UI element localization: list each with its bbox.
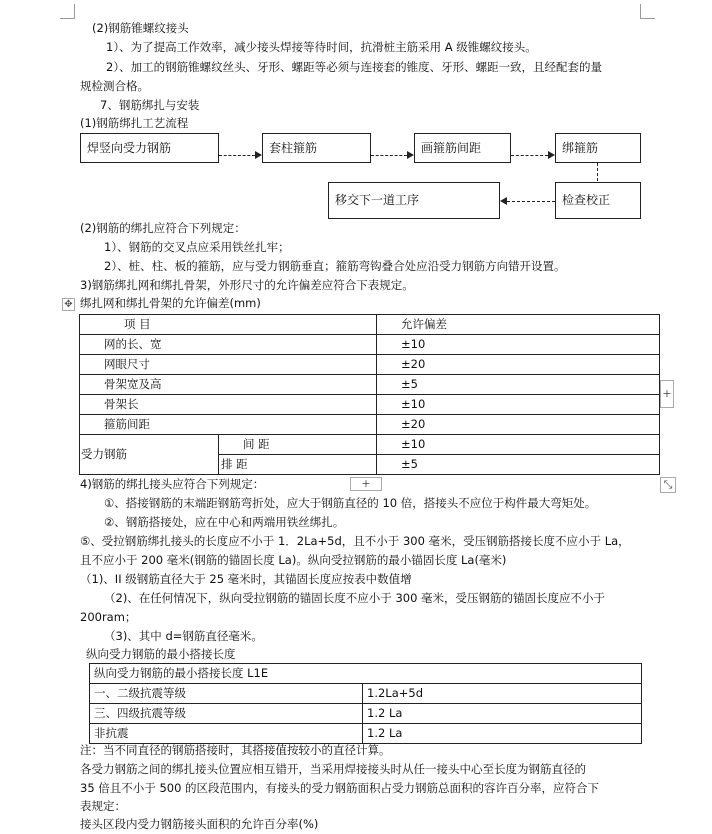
table-row: [80, 335, 660, 355]
table-cell: ±10: [377, 395, 660, 415]
flow-arrowhead: [255, 151, 262, 159]
flow-arrow: [219, 155, 255, 156]
table-row: [80, 375, 660, 395]
table-header-cell: 允许偏差: [377, 315, 660, 335]
flow-box-tie-stirrups: 绑箍筋: [555, 133, 641, 163]
flow-connector: [597, 163, 598, 181]
flow-arrow: [511, 155, 548, 156]
table-cell: 受力钢筋: [80, 435, 219, 475]
table-cell: 网的长、宽: [80, 335, 377, 355]
flow-box-stirrups-on: 套柱箍筋: [262, 133, 371, 163]
flow-arrow: [507, 201, 555, 202]
table-cell: 1.2La+5d: [363, 684, 642, 704]
table-row: [90, 684, 642, 704]
flow-arrowhead: [548, 151, 555, 159]
table-row: [80, 435, 660, 455]
table-row: [90, 704, 642, 724]
table-cell: 箍筋间距: [80, 415, 377, 435]
paragraph: 1）、为了提高工作效率，减少接头焊接等待时间，抗滑桩主筋采用 A 级锥螺纹接头。: [106, 40, 537, 54]
table-row: [90, 724, 642, 744]
table-cell: 非抗震: [90, 724, 363, 744]
min-lap-length-table: [89, 663, 642, 744]
flow-box-hand-over-next-process: 移交下一道工序: [328, 182, 500, 219]
paragraph: 2）、桩、柱、板的箍筋，应与受力钢筋垂直；箍筋弯钩叠合处应沿受力钢筋方向错开设置。: [104, 259, 566, 273]
paragraph: 1）、钢筋的交叉点应采用铁丝扎牢；: [104, 240, 290, 254]
table-cell: ±10: [377, 335, 660, 355]
table-cell: ±20: [377, 355, 660, 375]
table-cell: ±10: [377, 435, 660, 455]
table-cell: ±5: [377, 455, 660, 475]
paragraph: 接头区段内受力钢筋接头面积的允许百分率(%): [80, 817, 319, 831]
paragraph: 表规定：: [80, 799, 126, 813]
subheading-binding-rules: (2)钢筋的绑扎应符合下列规定：: [80, 221, 246, 235]
tolerance-table: [79, 314, 660, 475]
paragraph: 35 倍且不小于 500 的区段范围内，有接头的受力钢筋面积占受力钢筋总面积的容许百分率，应符合下: [80, 781, 600, 795]
table-header-cell: 纵向受力钢筋的最小搭接长度 L1E: [90, 664, 642, 684]
paragraph: ②、钢筋搭接处，应在中心和两端用铁丝绑扎。: [104, 515, 345, 529]
table-row: [80, 395, 660, 415]
paragraph: 2）、加工的钢筋锥螺纹丝头、牙形、螺距等必须与连接套的锥度、牙形、螺距一致，且经配套的量: [106, 60, 603, 74]
subheading-lap-joint-rules: 4)钢筋的绑扎接头应符合下列规定：: [80, 477, 265, 491]
flow-box-mark-stirrup-spacing: 画箍筋间距: [414, 133, 511, 163]
table-cell: 三、四级抗震等级: [90, 704, 363, 724]
table-caption: 绑扎网和绑扎骨架的允许偏差(mm): [80, 296, 261, 310]
margin-corner-top-left: [60, 4, 75, 19]
heading-binding-install: 7、钢筋绑扎与安装: [100, 98, 200, 112]
paragraph: （1)、II 级钢筋直径大于 25 毫米时，其锚固长度应按表中数值增: [80, 572, 412, 586]
flow-arrowhead: [500, 197, 507, 205]
table-cell: ±20: [377, 415, 660, 435]
paragraph: 规检测合格。: [80, 79, 149, 93]
table-cell: 骨架宽及高: [80, 375, 377, 395]
table-cell: 1.2 La: [363, 724, 642, 744]
table-cell: 排 距: [219, 455, 377, 475]
flow-arrowhead: [407, 151, 414, 159]
paragraph: （2)、在任何情况下，纵向受拉钢筋的锚固长度不应小于 300 毫米，受压钢筋的锚固长度应不小于: [104, 591, 606, 605]
table-caption: 纵向受力钢筋的最小搭接长度: [86, 647, 236, 661]
table-cell: ±5: [377, 375, 660, 395]
table-cell: 1.2 La: [363, 704, 642, 724]
paragraph: 各受力钢筋之间的绑扎接头位置应相互错开，当采用焊接接头时从任一接头中心至长度为钢筋直径的: [80, 762, 586, 776]
paragraph: ⑤、受拉钢筋绑扎接头的长度应不小于 1．2La+5d，且不小于 300 毫米，受压钢筋搭接长度不应小于 La，: [80, 534, 630, 548]
table-cell: 一、二级抗震等级: [90, 684, 363, 704]
table-header-cell: 项 目: [80, 315, 377, 335]
table-header-row: [90, 664, 642, 684]
paragraph: 200ram；: [80, 610, 137, 624]
paragraph: 3)钢筋绑扎网和绑扎骨架，外形尺寸的允许偏差应符合下表规定。: [80, 278, 414, 292]
flow-box-inspect-correct: 检查校正: [555, 182, 641, 219]
flow-arrow: [371, 155, 407, 156]
table-cell: 间 距: [219, 435, 377, 455]
table-row: [80, 355, 660, 375]
table-cell: 网眼尺寸: [80, 355, 377, 375]
table-resize-icon[interactable]: ⤡: [660, 477, 676, 493]
table-cell: 骨架长: [80, 395, 377, 415]
paragraph: 且不应小于 200 毫米(钢筋的锚固长度 La)。纵向受拉钢筋的最小锚固长度 La(毫米): [80, 553, 507, 567]
margin-corner-top-right: [640, 4, 655, 19]
note: 注：当不同直径的钢筋搭接时，其搭接值按较小的直径计算。: [80, 743, 391, 757]
add-row-icon[interactable]: +: [350, 477, 382, 491]
add-column-icon[interactable]: +: [660, 380, 674, 408]
paragraph: （3)、其中 d=钢筋直径毫米。: [104, 629, 263, 643]
table-move-handle-icon[interactable]: ✥: [62, 298, 75, 311]
heading-rebar-taper-thread: (2)钢筋锥螺纹接头: [92, 21, 189, 35]
table-row: [80, 415, 660, 435]
paragraph: ①、搭接钢筋的末端距钢筋弯折处，应大于钢筋直径的 10 倍，搭接头不应位于构件最大弯矩处。: [104, 496, 597, 510]
table-header-row: [80, 315, 660, 335]
subheading-process-flow: (1)钢筋绑扎工艺流程: [80, 116, 189, 130]
flow-box-weld-vertical-rebar: 焊竖向受力钢筋: [80, 133, 219, 163]
